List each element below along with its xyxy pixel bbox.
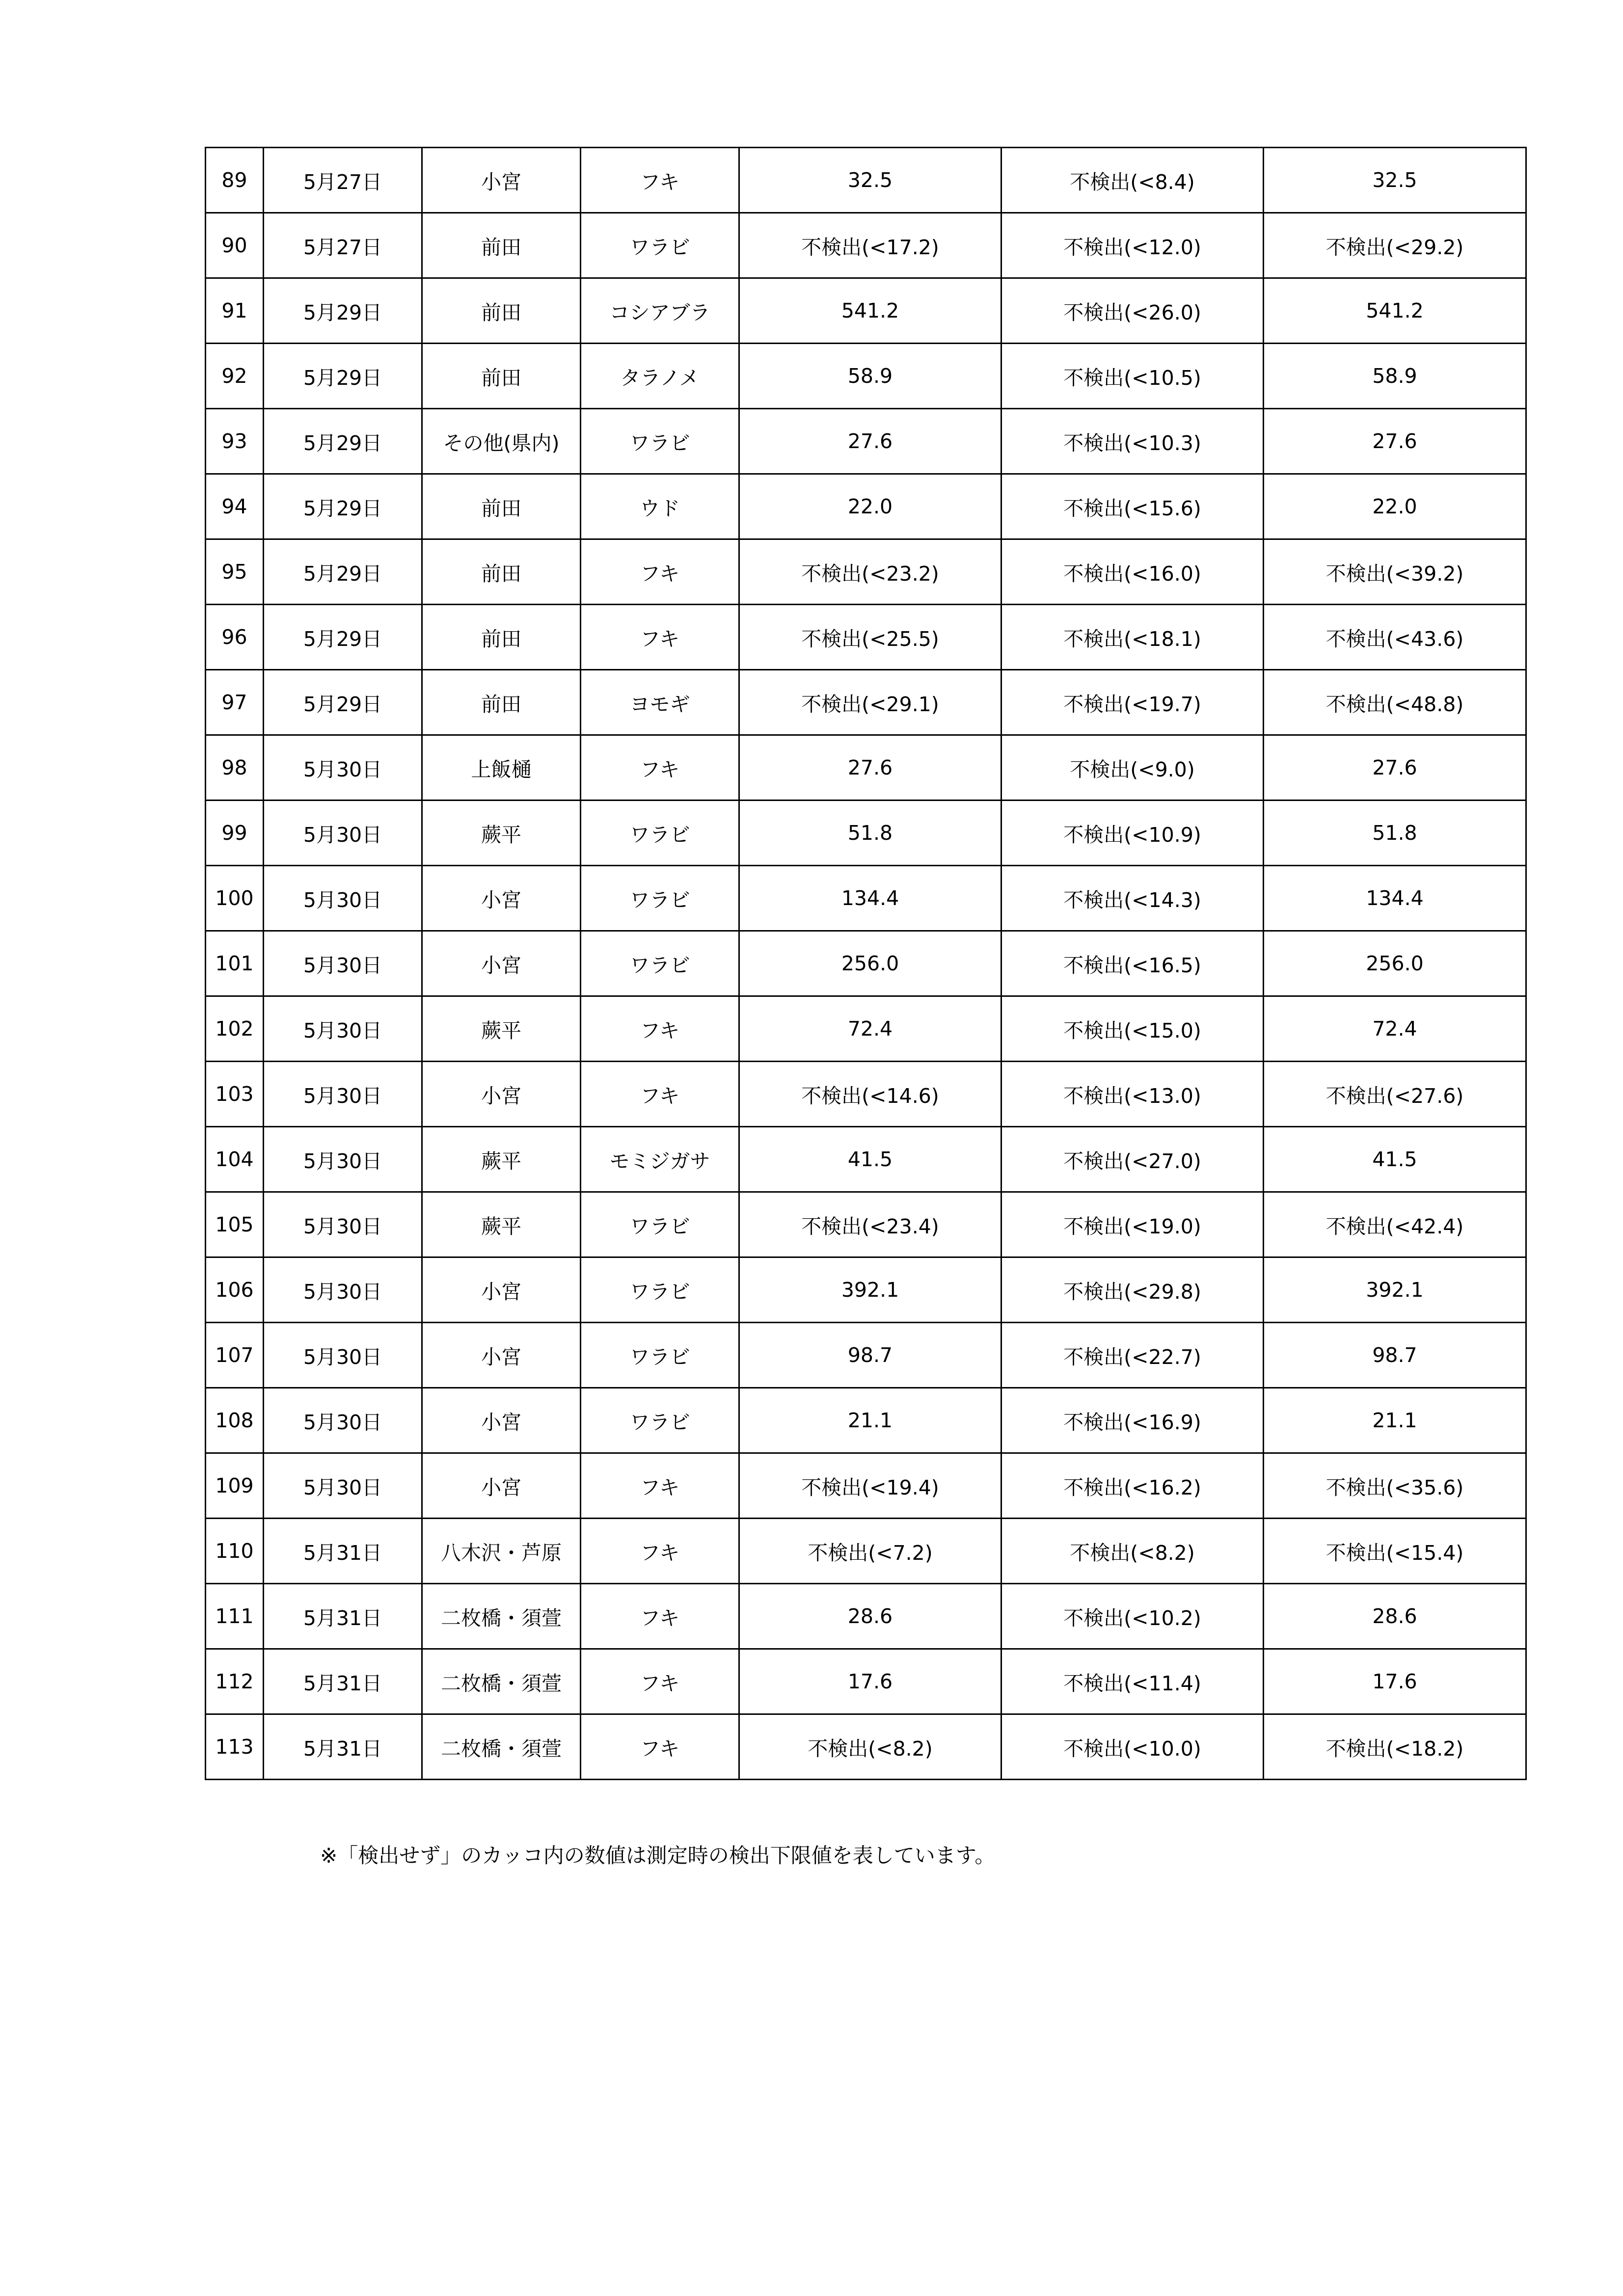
row-number-cell: 89	[206, 148, 264, 213]
value-2-cell: 不検出(<16.0)	[1001, 539, 1264, 605]
date-cell: 5月30日	[264, 801, 422, 866]
value-1-cell: 134.4	[739, 866, 1001, 931]
area-cell: 前田	[422, 605, 581, 670]
table-row	[206, 1257, 1526, 1323]
value-1-cell: 51.8	[739, 801, 1001, 866]
item-cell: フキ	[581, 996, 739, 1062]
row-number-cell: 113	[206, 1714, 264, 1780]
results-table-body	[206, 148, 1526, 1780]
item-cell: フキ	[581, 539, 739, 605]
row-number-cell: 108	[206, 1388, 264, 1453]
date-cell: 5月30日	[264, 1127, 422, 1192]
date-cell: 5月31日	[264, 1649, 422, 1714]
table-row	[206, 801, 1526, 866]
value-2-cell: 不検出(<8.4)	[1001, 148, 1264, 213]
table-row	[206, 1649, 1526, 1714]
date-cell: 5月30日	[264, 735, 422, 801]
value-2-cell: 不検出(<18.1)	[1001, 605, 1264, 670]
date-cell: 5月31日	[264, 1519, 422, 1584]
row-number-cell: 92	[206, 344, 264, 409]
date-cell: 5月30日	[264, 1388, 422, 1453]
value-2-cell: 不検出(<15.6)	[1001, 474, 1264, 539]
item-cell: モミジガサ	[581, 1127, 739, 1192]
value-2-cell: 不検出(<10.0)	[1001, 1714, 1264, 1780]
value-1-cell: 27.6	[739, 409, 1001, 474]
row-number-cell: 105	[206, 1192, 264, 1257]
area-cell: 前田	[422, 344, 581, 409]
date-cell: 5月29日	[264, 670, 422, 735]
total-value-cell: 不検出(<42.4)	[1264, 1192, 1526, 1257]
date-cell: 5月27日	[264, 213, 422, 278]
total-value-cell: 28.6	[1264, 1584, 1526, 1649]
row-number-cell: 112	[206, 1649, 264, 1714]
value-2-cell: 不検出(<16.5)	[1001, 931, 1264, 996]
item-cell: タラノメ	[581, 344, 739, 409]
item-cell: ワラビ	[581, 1192, 739, 1257]
table-row	[206, 735, 1526, 801]
total-value-cell: 72.4	[1264, 996, 1526, 1062]
total-value-cell: 不検出(<18.2)	[1264, 1714, 1526, 1780]
date-cell: 5月30日	[264, 996, 422, 1062]
item-cell: フキ	[581, 735, 739, 801]
area-cell: 蕨平	[422, 1127, 581, 1192]
table-row	[206, 1453, 1526, 1519]
total-value-cell: 不検出(<15.4)	[1264, 1519, 1526, 1584]
row-number-cell: 107	[206, 1323, 264, 1388]
table-row	[206, 213, 1526, 278]
area-cell: 小宮	[422, 1323, 581, 1388]
area-cell: 蕨平	[422, 1192, 581, 1257]
value-2-cell: 不検出(<19.0)	[1001, 1192, 1264, 1257]
area-cell: 上飯樋	[422, 735, 581, 801]
value-1-cell: 不検出(<8.2)	[739, 1714, 1001, 1780]
table-row	[206, 409, 1526, 474]
table-row	[206, 1062, 1526, 1127]
table-row	[206, 605, 1526, 670]
value-1-cell: 541.2	[739, 278, 1001, 344]
total-value-cell: 22.0	[1264, 474, 1526, 539]
date-cell: 5月30日	[264, 1192, 422, 1257]
value-1-cell: 不検出(<19.4)	[739, 1453, 1001, 1519]
area-cell: 前田	[422, 539, 581, 605]
total-value-cell: 不検出(<39.2)	[1264, 539, 1526, 605]
value-2-cell: 不検出(<15.0)	[1001, 996, 1264, 1062]
area-cell: 小宮	[422, 1453, 581, 1519]
date-cell: 5月30日	[264, 1453, 422, 1519]
value-2-cell: 不検出(<9.0)	[1001, 735, 1264, 801]
date-cell: 5月27日	[264, 148, 422, 213]
area-cell: 小宮	[422, 931, 581, 996]
table-row	[206, 1584, 1526, 1649]
area-cell: 八木沢・芦原	[422, 1519, 581, 1584]
total-value-cell: 98.7	[1264, 1323, 1526, 1388]
total-value-cell: 27.6	[1264, 409, 1526, 474]
value-1-cell: 256.0	[739, 931, 1001, 996]
value-1-cell: 72.4	[739, 996, 1001, 1062]
value-1-cell: 28.6	[739, 1584, 1001, 1649]
table-row	[206, 1127, 1526, 1192]
table-row	[206, 1519, 1526, 1584]
row-number-cell: 95	[206, 539, 264, 605]
value-1-cell: 58.9	[739, 344, 1001, 409]
value-1-cell: 不検出(<29.1)	[739, 670, 1001, 735]
item-cell: フキ	[581, 1584, 739, 1649]
date-cell: 5月30日	[264, 931, 422, 996]
value-1-cell: 17.6	[739, 1649, 1001, 1714]
table-row	[206, 474, 1526, 539]
value-2-cell: 不検出(<22.7)	[1001, 1323, 1264, 1388]
row-number-cell: 99	[206, 801, 264, 866]
row-number-cell: 103	[206, 1062, 264, 1127]
value-2-cell: 不検出(<10.5)	[1001, 344, 1264, 409]
table-row	[206, 148, 1526, 213]
value-1-cell: 27.6	[739, 735, 1001, 801]
results-table	[205, 147, 1527, 1780]
total-value-cell: 不検出(<29.2)	[1264, 213, 1526, 278]
value-1-cell: 不検出(<23.4)	[739, 1192, 1001, 1257]
table-row	[206, 1323, 1526, 1388]
item-cell: ワラビ	[581, 1257, 739, 1323]
area-cell: 小宮	[422, 148, 581, 213]
item-cell: フキ	[581, 1519, 739, 1584]
value-2-cell: 不検出(<12.0)	[1001, 213, 1264, 278]
area-cell: 前田	[422, 670, 581, 735]
item-cell: ワラビ	[581, 866, 739, 931]
date-cell: 5月29日	[264, 539, 422, 605]
row-number-cell: 93	[206, 409, 264, 474]
item-cell: フキ	[581, 605, 739, 670]
item-cell: ウド	[581, 474, 739, 539]
table-row	[206, 670, 1526, 735]
total-value-cell: 27.6	[1264, 735, 1526, 801]
date-cell: 5月30日	[264, 1257, 422, 1323]
value-1-cell: 32.5	[739, 148, 1001, 213]
item-cell: フキ	[581, 1062, 739, 1127]
table-row	[206, 996, 1526, 1062]
value-1-cell: 41.5	[739, 1127, 1001, 1192]
footnote: ※「検出せず」のカッコ内の数値は測定時の検出下限値を表しています。	[320, 1843, 996, 1868]
total-value-cell: 32.5	[1264, 148, 1526, 213]
row-number-cell: 91	[206, 278, 264, 344]
value-2-cell: 不検出(<14.3)	[1001, 866, 1264, 931]
date-cell: 5月30日	[264, 866, 422, 931]
area-cell: 二枚橋・須萱	[422, 1714, 581, 1780]
row-number-cell: 102	[206, 996, 264, 1062]
value-1-cell: 22.0	[739, 474, 1001, 539]
area-cell: その他(県内)	[422, 409, 581, 474]
value-1-cell: 392.1	[739, 1257, 1001, 1323]
item-cell: ワラビ	[581, 931, 739, 996]
area-cell: 蕨平	[422, 801, 581, 866]
total-value-cell: 58.9	[1264, 344, 1526, 409]
total-value-cell: 51.8	[1264, 801, 1526, 866]
area-cell: 二枚橋・須萱	[422, 1649, 581, 1714]
date-cell: 5月29日	[264, 409, 422, 474]
value-2-cell: 不検出(<29.8)	[1001, 1257, 1264, 1323]
area-cell: 前田	[422, 278, 581, 344]
value-1-cell: 不検出(<25.5)	[739, 605, 1001, 670]
row-number-cell: 104	[206, 1127, 264, 1192]
total-value-cell: 17.6	[1264, 1649, 1526, 1714]
value-1-cell: 不検出(<23.2)	[739, 539, 1001, 605]
item-cell: ワラビ	[581, 213, 739, 278]
date-cell: 5月29日	[264, 278, 422, 344]
item-cell: ヨモギ	[581, 670, 739, 735]
date-cell: 5月31日	[264, 1584, 422, 1649]
area-cell: 小宮	[422, 866, 581, 931]
date-cell: 5月31日	[264, 1714, 422, 1780]
date-cell: 5月29日	[264, 474, 422, 539]
total-value-cell: 21.1	[1264, 1388, 1526, 1453]
table-row	[206, 1192, 1526, 1257]
total-value-cell: 541.2	[1264, 278, 1526, 344]
row-number-cell: 109	[206, 1453, 264, 1519]
value-1-cell: 不検出(<17.2)	[739, 213, 1001, 278]
date-cell: 5月30日	[264, 1323, 422, 1388]
total-value-cell: 不検出(<48.8)	[1264, 670, 1526, 735]
value-2-cell: 不検出(<10.9)	[1001, 801, 1264, 866]
total-value-cell: 不検出(<27.6)	[1264, 1062, 1526, 1127]
value-2-cell: 不検出(<27.0)	[1001, 1127, 1264, 1192]
area-cell: 小宮	[422, 1257, 581, 1323]
total-value-cell: 不検出(<35.6)	[1264, 1453, 1526, 1519]
row-number-cell: 98	[206, 735, 264, 801]
total-value-cell: 392.1	[1264, 1257, 1526, 1323]
value-2-cell: 不検出(<13.0)	[1001, 1062, 1264, 1127]
item-cell: フキ	[581, 1453, 739, 1519]
row-number-cell: 96	[206, 605, 264, 670]
table-row	[206, 931, 1526, 996]
total-value-cell: 134.4	[1264, 866, 1526, 931]
row-number-cell: 106	[206, 1257, 264, 1323]
row-number-cell: 100	[206, 866, 264, 931]
area-cell: 小宮	[422, 1388, 581, 1453]
item-cell: フキ	[581, 148, 739, 213]
date-cell: 5月29日	[264, 605, 422, 670]
value-2-cell: 不検出(<10.3)	[1001, 409, 1264, 474]
item-cell: ワラビ	[581, 801, 739, 866]
row-number-cell: 97	[206, 670, 264, 735]
value-2-cell: 不検出(<16.9)	[1001, 1388, 1264, 1453]
value-2-cell: 不検出(<19.7)	[1001, 670, 1264, 735]
item-cell: フキ	[581, 1649, 739, 1714]
value-2-cell: 不検出(<8.2)	[1001, 1519, 1264, 1584]
area-cell: 二枚橋・須萱	[422, 1584, 581, 1649]
area-cell: 蕨平	[422, 996, 581, 1062]
total-value-cell: 256.0	[1264, 931, 1526, 996]
date-cell: 5月30日	[264, 1062, 422, 1127]
row-number-cell: 110	[206, 1519, 264, 1584]
table-row	[206, 278, 1526, 344]
value-2-cell: 不検出(<26.0)	[1001, 278, 1264, 344]
value-1-cell: 21.1	[739, 1388, 1001, 1453]
area-cell: 前田	[422, 474, 581, 539]
value-1-cell: 不検出(<7.2)	[739, 1519, 1001, 1584]
item-cell: ワラビ	[581, 409, 739, 474]
area-cell: 小宮	[422, 1062, 581, 1127]
total-value-cell: 不検出(<43.6)	[1264, 605, 1526, 670]
row-number-cell: 90	[206, 213, 264, 278]
value-1-cell: 98.7	[739, 1323, 1001, 1388]
table-row	[206, 866, 1526, 931]
row-number-cell: 111	[206, 1584, 264, 1649]
date-cell: 5月29日	[264, 344, 422, 409]
item-cell: フキ	[581, 1714, 739, 1780]
row-number-cell: 101	[206, 931, 264, 996]
item-cell: ワラビ	[581, 1388, 739, 1453]
value-1-cell: 不検出(<14.6)	[739, 1062, 1001, 1127]
row-number-cell: 94	[206, 474, 264, 539]
table-row	[206, 344, 1526, 409]
value-2-cell: 不検出(<11.4)	[1001, 1649, 1264, 1714]
value-2-cell: 不検出(<16.2)	[1001, 1453, 1264, 1519]
item-cell: ワラビ	[581, 1323, 739, 1388]
area-cell: 前田	[422, 213, 581, 278]
total-value-cell: 41.5	[1264, 1127, 1526, 1192]
table-row	[206, 539, 1526, 605]
table-row	[206, 1714, 1526, 1780]
item-cell: コシアブラ	[581, 278, 739, 344]
table-row	[206, 1388, 1526, 1453]
value-2-cell: 不検出(<10.2)	[1001, 1584, 1264, 1649]
